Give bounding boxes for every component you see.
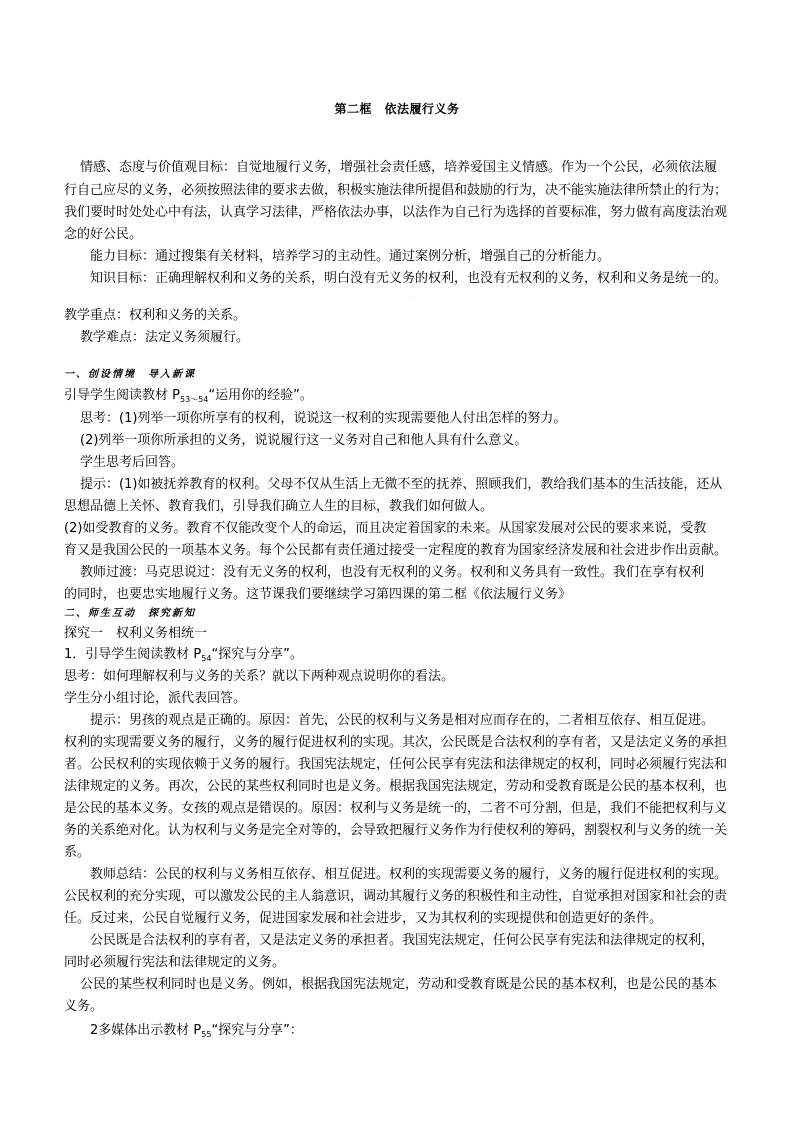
hint-line: 法律规定的义务。再次，公民的某些权利同时也是义务。根据我国宪法规定，劳动和受教育既是公民的基本权利，也 <box>64 779 728 794</box>
hint-line: 者。公民权利的实现依赖于义务的履行。我国宪法规定，任何公民享有宪法和法律规定的权利，同时必须履行宪法和 <box>64 757 728 772</box>
explore-heading: 探究一 权利义务相统一 <box>64 626 208 641</box>
teacher-summary: 教师总结：公民的权利与义务相互依存、相互促进。权利的实现需要义务的履行，义务的履行促进权利的实现。 <box>90 867 728 882</box>
guide-reading: 引导学生阅读教材 $P_{53\sim 54}“$运用你的经验”。 <box>64 388 313 404</box>
question-1: 思考：(1)列举一项你所享有的权利，说说这一权利的实现需要他人付出怎样的努力。 <box>80 411 567 426</box>
teaching-difficulty: 教学难点：法定义务须履行。 <box>80 330 250 345</box>
question-2: (2)列举一项你所承担的义务，说说履行这一义务对自己和他人具有什么意义。 <box>80 433 528 448</box>
guide-reading: 1．引导学生阅读教材 $P_{54}“$探究与分享”。 <box>64 647 303 663</box>
hint-line: 是公民的基本义务。女孩的观点是错误的。原因：权利与义务是统一的，二者不可分割，但是，我们不能把权利与义 <box>64 801 728 816</box>
goal-emotion-line: 行自己应尽的义务，必须按照法律的要求去做，积极实施法律所提倡和鼓励的行为，决不能实施法律所禁止的行为； <box>64 183 728 198</box>
paragraph: 公民的某些权利同时也是义务。例如，根据我国宪法规定，劳动和受教育既是公民的基本权利，也是公民的基本 <box>80 977 718 992</box>
hint-line: (2)如受教育的义务。教育不仅能改变个人的命运，而且决定着国家的未来。从国家发展对公民的要求来说，受教 <box>64 521 707 536</box>
goal-ability: 能力目标：通过搜集有关材料，培养学习的主动性。通过案例分析，增强自己的分析能力。 <box>90 249 611 264</box>
goal-knowledge: 知识目标：正确理解权利和义务的关系，明白没有无义务的权利，也没有无权利的义务，权利和义务是统一的。 <box>90 271 728 286</box>
stray-mark: · <box>412 295 414 302</box>
teacher-summary: 任。反过来，公民自觉履行义务，促进国家发展和社会进步，又为其权利的实现提供和创造更好的条件。 <box>64 911 663 926</box>
hint-line: 提示：(1)如被抚养教育的权利。父母不仅从生活上无微不至的抚养、照顾我们，教给我们基本的生活技能，还从 <box>80 477 723 492</box>
hint-line: 思想品德上关怀、教育我们，引导我们确立人生的目标，教我们如何做人。 <box>64 499 494 514</box>
teacher-transition: 的同时，也要忠实地履行义务。这节课我们要继续学习第四课的第二框《依法履行义务》 <box>64 587 572 602</box>
section-heading: 一、创设情境 导入新课 <box>64 369 196 380</box>
goal-emotion-line: 情感、态度与价值观目标：自觉地履行义务，增强社会责任感，培养爱国主义情感。作为一个公民，必须依法履 <box>80 160 718 175</box>
page-title: 第二框 依法履行义务 <box>334 102 460 116</box>
media-share: 2多媒体出示教材 $P_{55}“$探究与分享”： <box>90 1023 303 1039</box>
think-question: 思考：如何理解权利与义务的关系？就以下两种观点说明你的看法。 <box>64 669 455 684</box>
hint-line: 育又是我国公民的一项基本义务。每个公民都有责任通过接受一定程度的教育为国家经济发展和社会进步作出贡献。 <box>64 543 728 558</box>
hint-line: 系。 <box>64 845 91 860</box>
teacher-summary: 公民权利的充分实现，可以激发公民的主人翁意识，调动其履行义务的积极性和主动性，自觉承担对国家和社会的责 <box>64 889 728 904</box>
teacher-transition: 教师过渡：马克思说过：没有无义务的权利，也没有无权利的义务。权利和义务具有一致性。我们在享有权利 <box>80 565 705 580</box>
hint-line: 务的关系绝对化。认为权利与义务是完全对等的，会导致把履行义务作为行使权利的筹码，割裂权利与义务的统一关 <box>64 823 728 838</box>
student-think: 学生思考后回答。 <box>80 455 185 470</box>
section-heading: 二、师生互动 探究新知 <box>64 608 196 619</box>
group-discussion: 学生分小组讨论，派代表回答。 <box>64 691 247 706</box>
paragraph: 义务。 <box>64 999 104 1014</box>
hint-line: 权利的实现需要义务的履行，义务的履行促进权利的实现。其次，公民既是合法权利的享有者，又是法定义务的承担 <box>64 735 728 750</box>
teaching-focus: 教学重点：权利和义务的关系。 <box>64 308 247 323</box>
paragraph: 同时必须履行宪法和法律规定的义务。 <box>64 955 286 970</box>
paragraph: 公民既是合法权利的享有者，又是法定义务的承担者。我国宪法规定，任何公民享有宪法和法律规定的权利， <box>90 933 715 948</box>
goal-emotion-line: 念的好公民。 <box>64 227 143 242</box>
hint-line: 提示：男孩的观点是正确的。原因：首先，公民的权利与义务是相对应而存在的，二者相互依存、相互促进。 <box>90 713 715 728</box>
goal-emotion-line: 我们要时时处处心中有法，认真学习法律，严格依法办事，以法作为自己行为选择的首要标准，努力做有高度法治观 <box>64 205 728 220</box>
